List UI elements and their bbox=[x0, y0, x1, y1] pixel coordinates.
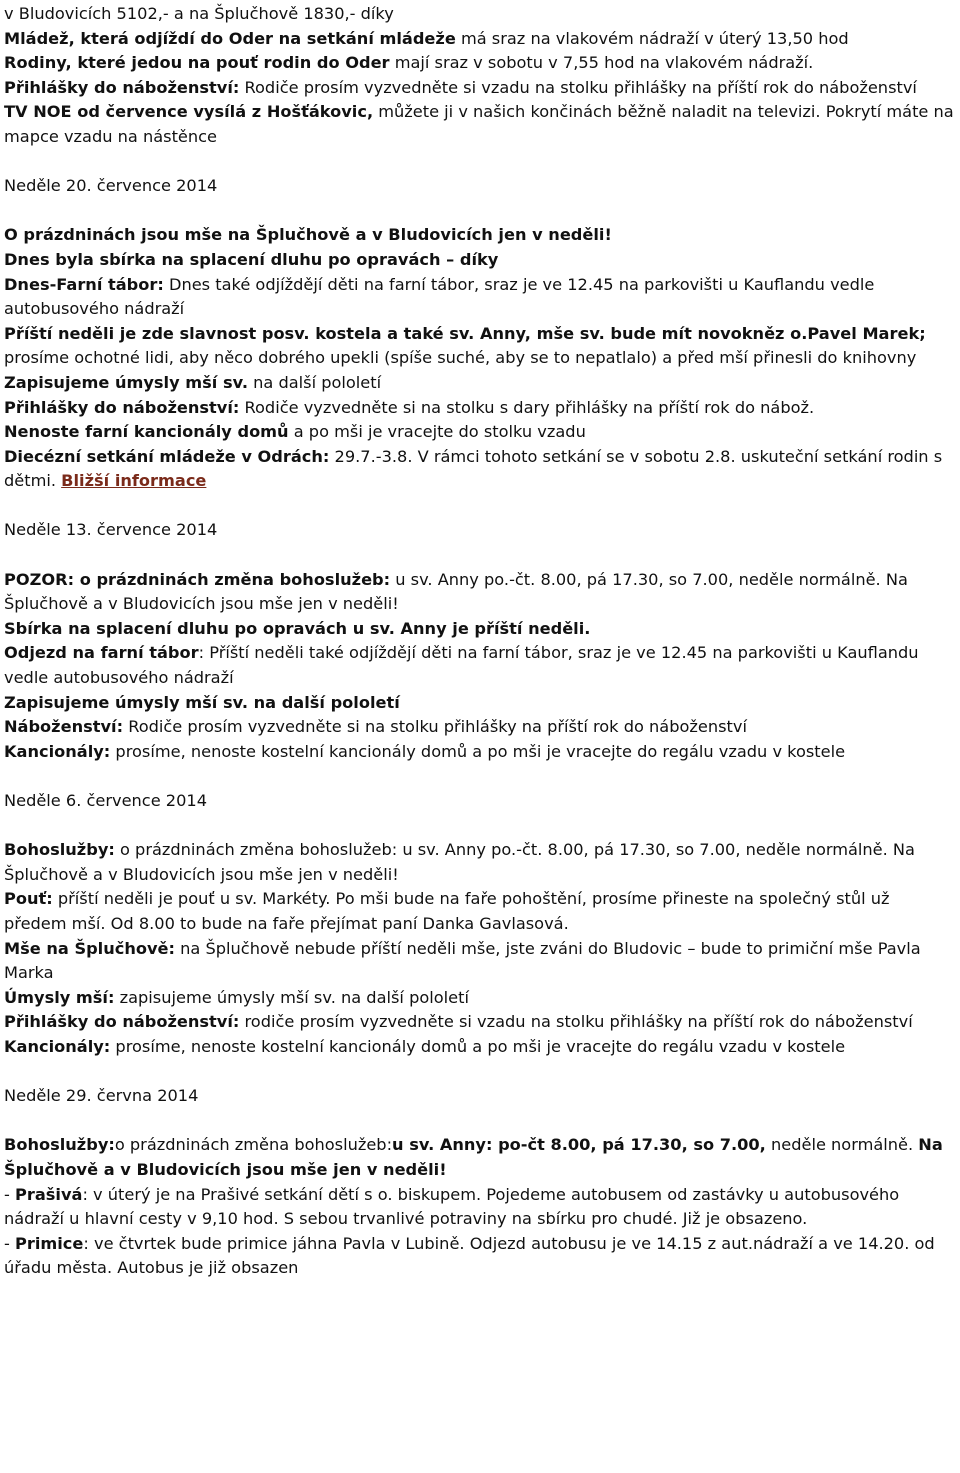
text: Rodiče vyzvedněte si na stolku s dary přihlášky na příští rok do nábož. bbox=[239, 397, 815, 417]
text: zapisujeme úmysly mší sv. na další pololetí bbox=[114, 987, 469, 1007]
bold-text: Kancionály: bbox=[4, 741, 111, 761]
text: u sv. Anny po.-čt. 8.00, pá 17.30, so 7.00, neděle normálně. Na Šplučhově a v Bludovicích jsou mše jen v neděli! bbox=[4, 569, 908, 614]
spacer bbox=[4, 764, 956, 789]
week-section bbox=[4, 789, 956, 1060]
announcement-line bbox=[4, 445, 956, 494]
bold-text: Zapisujeme úmysly mší sv. na další pololetí bbox=[4, 692, 400, 712]
text: : ve čtvrtek bude primice jáhna Pavla v Lubině. Odjezd autobusu je ve 14.15 z aut.nádraží a ve 14.20. od úřadu města. Autobus je již obsazen bbox=[4, 1233, 935, 1278]
text: rodiče prosím vyzvedněte si vzadu na stolku přihlášky na příští rok do náboženství bbox=[239, 1012, 913, 1032]
text: Rodiče prosím vyzvedněte si vzadu na stolku přihlášky na příští rok do náboženství bbox=[239, 77, 917, 97]
bold-text: TV NOE od července vysílá z Hošťákovic, bbox=[4, 102, 374, 122]
text: a po mši je vracejte do stolku vzadu bbox=[288, 422, 586, 442]
announcement-line bbox=[4, 1010, 956, 1035]
text: - bbox=[4, 1184, 15, 1204]
text: na Šplučhově nebude příští neděli mše, jste zváni do Bludovic – bude to primiční mše Pavla Marka bbox=[4, 938, 921, 983]
announcement-line bbox=[4, 27, 956, 52]
spacer bbox=[4, 1060, 956, 1085]
text: příští neděli je pouť u sv. Markéty. Po mši bude na faře pohoštění, prosíme přineste na společný stůl už předem mší. Od 8.00 to bude na faře přejímat paní Danka Gavlasová. bbox=[4, 889, 890, 933]
bold-text: Bohoslužby: bbox=[4, 1135, 115, 1155]
bold-text: Primice bbox=[15, 1233, 84, 1253]
spacer bbox=[4, 199, 956, 224]
text: o prázdninách změna bohoslužeb: bbox=[114, 1135, 393, 1155]
announcement-line bbox=[4, 248, 956, 273]
announcement-line bbox=[4, 986, 956, 1011]
weeks-container bbox=[4, 150, 956, 1281]
announcement-line bbox=[4, 396, 956, 421]
text: Dnes také odjíždějí děti na farní tábor, sraz je ve 12.45 na parkovišti u Kauflandu vedle autobusového nádraží bbox=[4, 274, 875, 319]
bold-text: Sbírka na splacení dluhu po opravách u sv. Anny je příští neděli. bbox=[4, 618, 591, 638]
more-info-link[interactable]: Bližší informace bbox=[61, 471, 207, 491]
bold-text: Náboženství: bbox=[4, 717, 124, 737]
spacer bbox=[4, 814, 956, 839]
bold-text: u sv. Anny: po-čt 8.00, pá 17.30, so 7.00, bbox=[392, 1135, 766, 1155]
spacer bbox=[4, 150, 956, 175]
announcement-line bbox=[4, 715, 956, 740]
text: : Příští neděli také odjíždějí děti na farní tábor, sraz je ve 12.45 na parkovišti u Kauflandu vedle autobusového nádraží bbox=[4, 643, 919, 688]
announcement-line bbox=[4, 322, 956, 371]
announcement-line bbox=[4, 740, 956, 765]
spacer bbox=[4, 1109, 956, 1134]
bold-text: Příští neděli je zde slavnost posv. kostela a také sv. Anny, mše sv. bude mít novokněz o.Pavel Marek; bbox=[4, 323, 926, 343]
week-top-section bbox=[4, 2, 956, 150]
week-heading: Neděle 20. července 2014 bbox=[4, 176, 218, 196]
text: prosíme, nenoste kostelní kancionály domů a po mši je vracejte do regálu vzadu v kostele bbox=[110, 741, 846, 761]
bold-text: Dnes byla sbírka na splacení dluhu po opravách – díky bbox=[4, 249, 499, 269]
spacer bbox=[4, 494, 956, 519]
bold-text: Kancionály: bbox=[4, 1036, 111, 1056]
announcement-line bbox=[4, 371, 956, 396]
bold-text: Odjezd na farní tábor bbox=[4, 643, 199, 663]
week-section bbox=[4, 1084, 956, 1281]
bold-text: Diecézní setkání mládeže v Odrách: bbox=[4, 446, 330, 466]
announcement-line bbox=[4, 1232, 956, 1281]
bold-text: Přihlášky do náboženství: bbox=[4, 397, 240, 417]
text: 29.7.-3.8. V rámci tohoto setkání se v sobotu 2.8. uskuteční setkání rodin s dětmi. bbox=[4, 446, 943, 491]
announcement-line bbox=[4, 223, 956, 248]
announcement-line bbox=[4, 887, 956, 936]
bold-text: Bohoslužby: bbox=[4, 840, 115, 860]
week-section bbox=[4, 518, 956, 764]
spacer bbox=[4, 543, 956, 568]
text: o prázdninách změna bohoslužeb: u sv. Anny po.-čt. 8.00, pá 17.30, so 7.00, neděle normálně. Na Šplučhově a v Bludovicích jsou mše jen v neděli! bbox=[4, 840, 915, 884]
bold-text: Úmysly mší: bbox=[4, 987, 115, 1007]
text: mají sraz v sobotu v 7,55 hod na vlakovém nádraží. bbox=[389, 53, 814, 73]
text: prosíme, nenoste kostelní kancionály domů a po mši je vracejte do regálu vzadu v kostele bbox=[110, 1036, 846, 1056]
text: - bbox=[4, 1233, 15, 1253]
text: v Bludovicích 5102,- a na Šplučhově 1830,- díky bbox=[4, 4, 394, 23]
announcement-line bbox=[4, 617, 956, 642]
text: prosíme ochotné lidi, aby něco dobrého upekli (spíše suché, aby se to nepatlalo) a před mší přinesli do knihovny bbox=[4, 348, 917, 368]
bold-text: Rodiny, které jedou na pouť rodin do Oder bbox=[4, 53, 390, 73]
announcement-line bbox=[4, 2, 956, 27]
announcement-line bbox=[4, 51, 956, 76]
announcement-line bbox=[4, 1183, 956, 1232]
announcement-line bbox=[4, 937, 956, 986]
announcement-line bbox=[4, 1035, 956, 1060]
announcement-line bbox=[4, 838, 956, 887]
week-heading: Neděle 29. června 2014 bbox=[4, 1086, 199, 1106]
announcement-line bbox=[4, 641, 956, 690]
bold-text: Na Šplučhově a v Bludovicích jsou mše jen v neděli! bbox=[4, 1135, 943, 1179]
week-section bbox=[4, 174, 956, 494]
bold-text: Mše na Šplučhově: bbox=[4, 938, 176, 958]
bold-text: Pouť: bbox=[4, 889, 53, 909]
text: neděle normálně. bbox=[765, 1135, 919, 1155]
bold-text: Prašivá bbox=[15, 1184, 83, 1204]
announcement-line bbox=[4, 1133, 956, 1182]
announcement-line bbox=[4, 691, 956, 716]
bold-text: Zapisujeme úmysly mší sv. bbox=[4, 372, 248, 392]
announcement-line bbox=[4, 273, 956, 322]
announcement-line bbox=[4, 76, 956, 101]
text: můžete ji v našich končinách běžně naladit na televizi. Pokrytí máte na mapce vzadu na nástěnce bbox=[4, 102, 954, 146]
announcement-line bbox=[4, 100, 956, 149]
bold-text: O prázdninách jsou mše na Šplučhově a v Bludovicích jen v neděli! bbox=[4, 225, 612, 245]
text: Rodiče prosím vyzvedněte si na stolku přihlášky na příští rok do náboženství bbox=[123, 717, 747, 737]
bold-text: Dnes-Farní tábor: bbox=[4, 274, 164, 294]
bold-text: Přihlášky do náboženství: bbox=[4, 77, 240, 97]
text: : v úterý je na Prašivé setkání dětí s o. biskupem. Pojedeme autobusem od zastávky u autobusového nádraží u hlavní cesty v 9,10 hod. S sebou trvanlivé potraviny na sbírku pro chudé. Již je obsazeno. bbox=[4, 1184, 900, 1229]
bold-text: Mládež, která odjíždí do Oder na setkání mládeže bbox=[4, 28, 456, 48]
text: má sraz na vlakovém nádraží v úterý 13,50 hod bbox=[455, 28, 849, 48]
week-heading: Neděle 6. července 2014 bbox=[4, 791, 208, 810]
week-heading: Neděle 13. července 2014 bbox=[4, 520, 218, 540]
announcement-line bbox=[4, 568, 956, 617]
bold-text: Nenoste farní kancionály domů bbox=[4, 422, 289, 442]
bold-text: POZOR: o prázdninách změna bohoslužeb: bbox=[4, 569, 391, 589]
text: na další pololetí bbox=[247, 372, 382, 392]
bold-text: Přihlášky do náboženství: bbox=[4, 1012, 240, 1032]
announcement-line bbox=[4, 420, 956, 445]
